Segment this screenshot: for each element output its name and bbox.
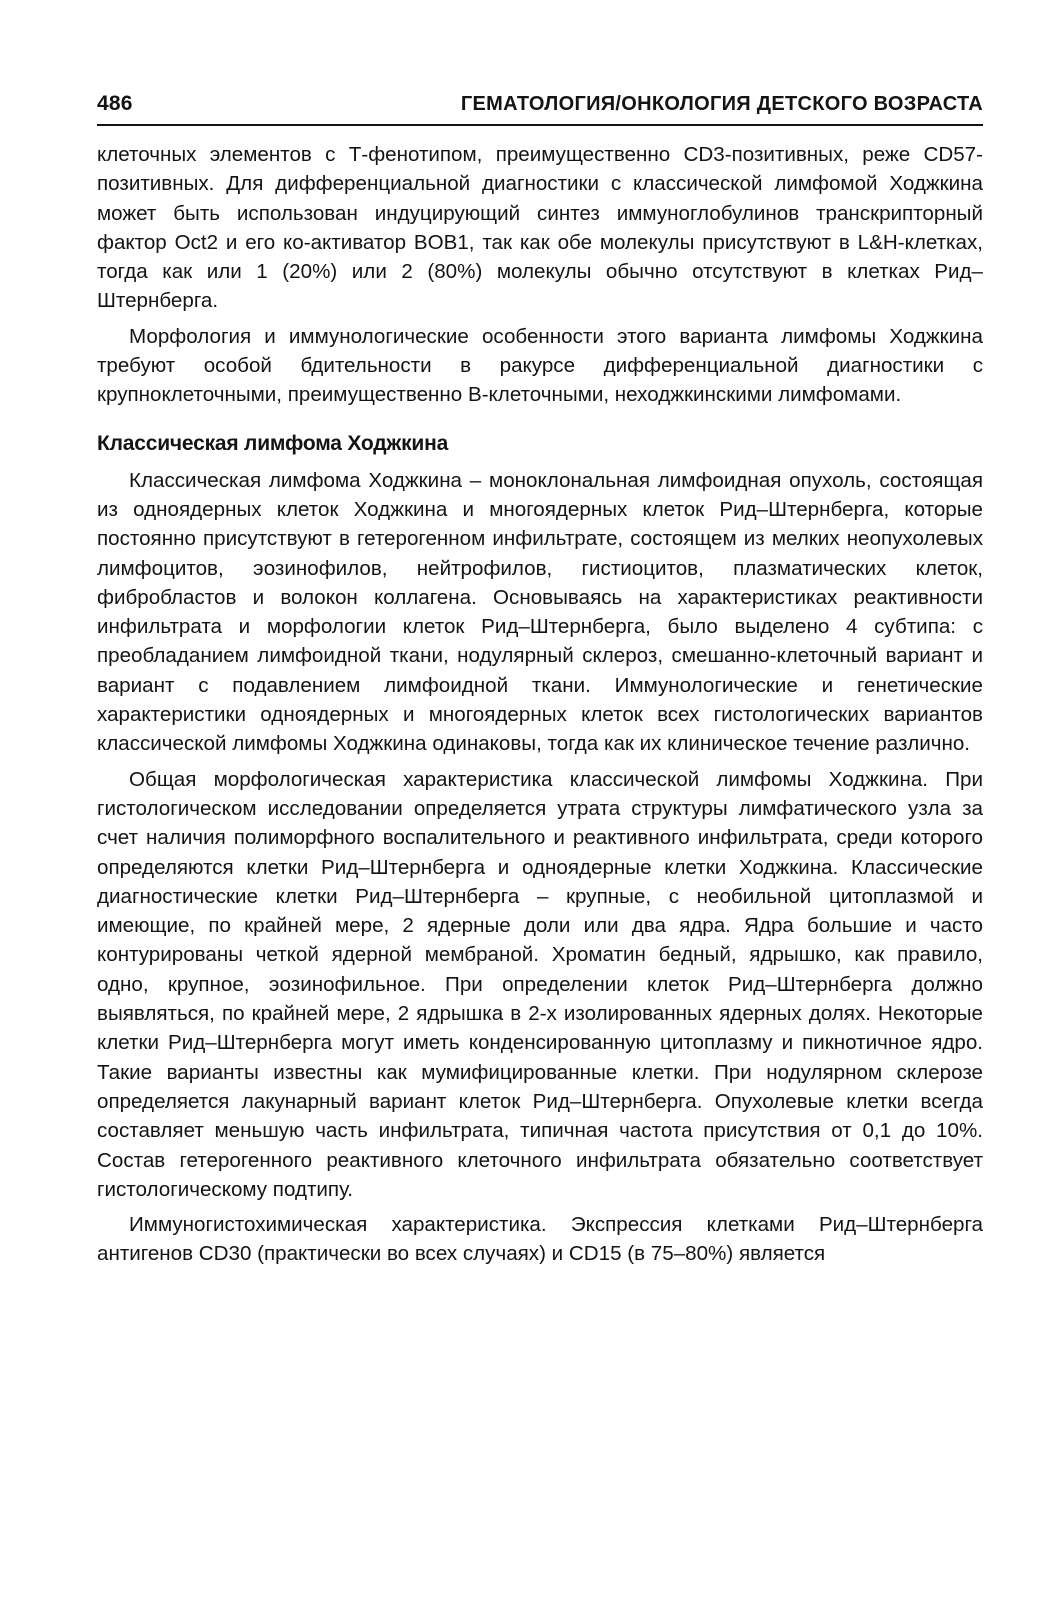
running-title: ГЕМАТОЛОГИЯ/ОНКОЛОГИЯ ДЕТСКОГО ВОЗРАСТА	[460, 93, 983, 115]
page-body	[97, 140, 983, 1269]
paragraph: Классическая лимфома Ходжкина – моноклональная лимфоидная опухоль, состоящая из одноядерных клеток Ходжкина и многоядерных клеток Рид–Штернберга, которые постоянно присутствуют в гетерогенном инфильтрате, состоящем из мелких неопухолевых лимфоцитов, эозинофилов, нейтрофилов, гистиоцитов, плазматических клеток, фибробластов и волокон коллагена. Основываясь на характеристиках реактивности инфильтрата и морфологии клеток Рид–Штернберга, было выделено 4 субтипа: с преобладанием лимфоидной ткани, нодулярный склероз, смешанно-клеточный вариант и вариант с подавлением лимфоидной ткани. Иммунологические и генетические характеристики одноядерных и многоядерных клеток всех гистологических вариантов классической лимфомы Ходжкина одинаковы, тогда как их клиническое течение различно.	[97, 468, 983, 756]
book-page	[97, 92, 983, 1269]
section-heading: Классическая лимфома Ходжкина	[97, 431, 449, 455]
running-header	[97, 92, 983, 126]
paragraph: Морфология и иммунологические особенности этого варианта лимфомы Ходжкина требуют особой бдительности в ракурсе дифференциальной диагностики с крупноклеточными, преимущественно В-клеточными, неходжкинскими лимфомами.	[97, 324, 983, 407]
paragraph: Иммуногистохимическая характеристика. Экспрессия клетками Рид–Штернберга антигенов CD30 (практически во всех случаях) и CD15 (в 75–80%) является	[97, 1213, 983, 1266]
page-number: 486	[97, 92, 133, 115]
paragraph: Общая морфологическая характеристика классической лимфомы Ходжкина. При гистологическом исследовании определяется утрата структуры лимфатического узла за счет наличия полиморфного воспалительного и реактивного инфильтрата, среди которого определяются клетки Рид–Штернберга и одноядерные клетки Ходжкина. Классические диагностические клетки Рид–Штернберга – крупные, с необильной цитоплазмой и имеющие, по крайней мере, 2 ядерные доли или два ядра. Ядра большие и часто контурированы четкой ядерной мембраной. Хроматин бедный, ядрышко, как правило, одно, крупное, эозинофильное. При определении клеток Рид–Штернберга должно выявляться, по крайней мере, 2 ядрышка в 2-х изолированных ядерных долях. Некоторые клетки Рид–Штернберга могут иметь конденсированную цитоплазму и пикнотичное ядро. Такие варианты известны как мумифицированные клетки. При нодулярном склерозе определяется лакунарный вариант клеток Рид–Штернберга. Опухолевые клетки всегда составляет меньшую часть инфильтрата, типичная частота присутствия от 0,1 до 10%. Состав гетерогенного реактивного клеточного инфильтрата обязательно соответствует гистологическому подтипу.	[97, 767, 983, 1201]
paragraph-continued: клеточных элементов с Т-фенотипом, преимущественно CD3-позитивных, реже CD57-позитивных. Для дифференциальной диагностики с классической лимфомой Ходжкина может быть использован индуцирующий синтез иммуноглобулинов транскрипторный фактор Oct2 и его ко-активатор BOB1, так как обе молекулы присутствуют в L&H-клетках, тогда как или 1 (20%) или 2 (80%) молекулы обычно отсутствуют в клетках Рид–Штернберга.	[97, 143, 983, 313]
